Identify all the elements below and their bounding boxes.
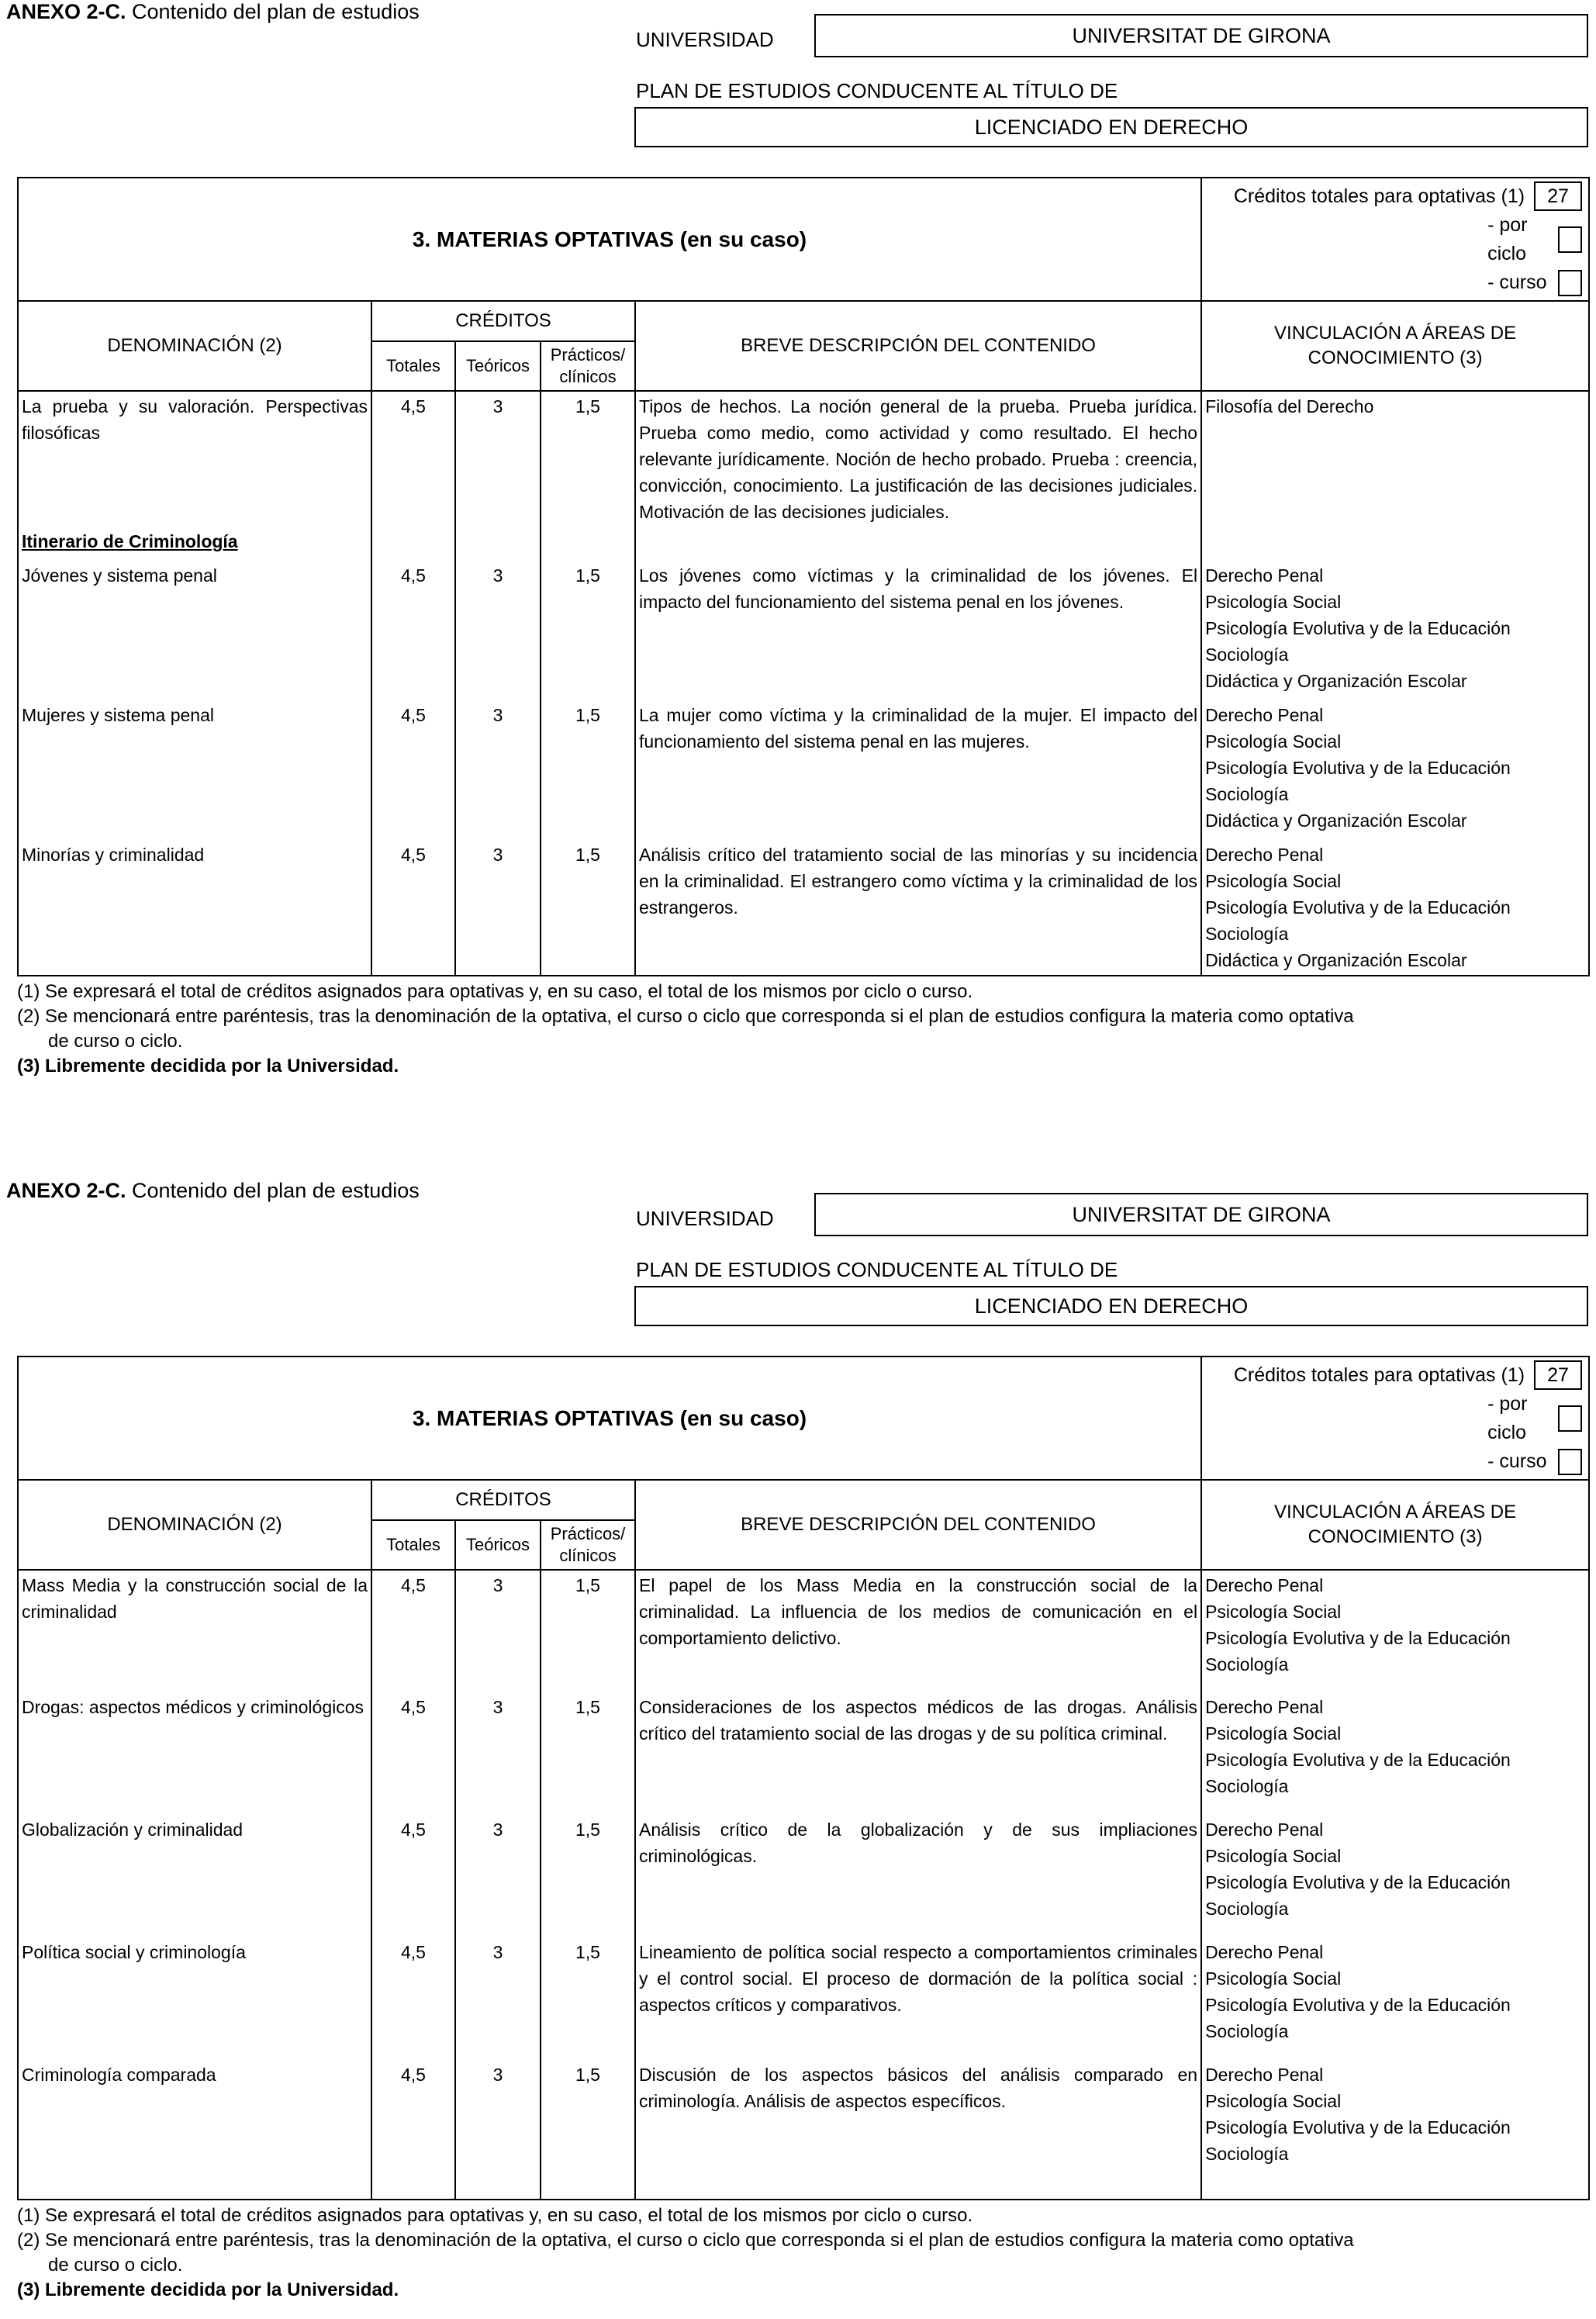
knowledge-area: Sociología (1205, 1776, 1289, 1796)
table-row-3 (18, 1815, 1589, 1937)
knowledge-area: Didáctica y Organización Escolar (1205, 671, 1467, 691)
knowledge-area: Psicología Social (1205, 1602, 1342, 1622)
table-row-2 (18, 527, 1589, 561)
knowledge-area: Psicología Evolutiva y de la Educación (1205, 618, 1511, 638)
header-teoricos: Teóricos (455, 1520, 541, 1570)
knowledge-area: Psicología Evolutiva y de la Educación (1205, 1628, 1511, 1648)
knowledge-areas (1201, 700, 1589, 840)
knowledge-area: Sociología (1205, 2144, 1289, 2164)
header-descripcion: BREVE DESCRIPCIÓN DEL CONTENIDO (635, 301, 1201, 391)
knowledge-area: Sociología (1205, 2021, 1289, 2041)
credits-totales: 4,5 (371, 1570, 455, 1692)
table-row-1 (18, 391, 1589, 527)
knowledge-area: Psicología Social (1205, 871, 1342, 891)
subject-description: Análisis crítico de la globalización y de sus impliaciones criminológicas. (635, 1815, 1201, 1937)
footnote-2: (2) Se mencionará entre paréntesis, tras la denominación de la optativa, el curso o ciclo que corresponda si el plan de estudios configura la materia como optativa (17, 1006, 1354, 1027)
itinerary-heading: Itinerario de Criminología (22, 531, 238, 551)
credits-totales: 4,5 (371, 561, 455, 700)
header-denominacion: DENOMINACIÓN (2) (18, 301, 371, 391)
knowledge-areas (1201, 527, 1589, 561)
subject-name: Drogas: aspectos médicos y criminológicos (22, 1697, 364, 1717)
footnotes (17, 980, 1568, 1079)
footnote-3: (3) Libremente decidida por la Universidad. (17, 2279, 399, 2300)
subject-name: La prueba y su valoración. Perspectivas filosóficas (22, 396, 368, 443)
knowledge-area: Didáctica y Organización Escolar (1205, 950, 1467, 970)
annex-subtitle: Contenido del plan de estudios (126, 1179, 420, 1202)
university-label: UNIVERSIDAD (636, 28, 774, 51)
footnote-3: (3) Libremente decidida por la Universidad. (17, 1056, 399, 1077)
footnote-2-continued: de curso o ciclo. (48, 1031, 183, 1052)
credits-teoricos: 3 (455, 1937, 541, 2060)
knowledge-area: Sociología (1205, 1654, 1289, 1674)
footnote-1: (1) Se expresará el total de créditos asignados para optativas y, en su caso, el total de los mismos por ciclo o curso. (17, 981, 973, 1002)
section-title: 3. MATERIAS OPTATIVAS (en su caso) (18, 178, 1201, 301)
knowledge-area: Psicología Social (1205, 592, 1342, 612)
header-practicos: Prácticos/ clínicos (541, 341, 635, 391)
footnote-2-continued: de curso o ciclo. (48, 2255, 183, 2276)
per-course-box (1558, 270, 1582, 296)
subject-name: Criminología comparada (22, 2065, 216, 2085)
credits-totales: 4,5 (371, 1937, 455, 2060)
knowledge-area: Psicología Evolutiva y de la Educación (1205, 1872, 1511, 1892)
subject-description: Discusión de los aspectos básicos del análisis comparado en criminología. Análisis de aspectos específicos. (635, 2060, 1201, 2200)
knowledge-area: Sociología (1205, 1899, 1289, 1919)
credits-total-value: 27 (1534, 1360, 1582, 1390)
credits-practicos: 1,5 (541, 1570, 635, 1692)
university-name-box: UNIVERSITAT DE GIRONA (814, 14, 1588, 57)
optional-subjects-table (17, 177, 1590, 976)
credits-practicos: 1,5 (541, 1937, 635, 2060)
credits-teoricos: 3 (455, 840, 541, 976)
header-totales: Totales (371, 1520, 455, 1570)
table-row-5 (18, 2060, 1589, 2200)
credits-practicos: 1,5 (541, 1815, 635, 1937)
credits-total-label: Créditos totales para optativas (1) (1233, 1363, 1525, 1386)
credits-practicos: 1,5 (541, 1692, 635, 1815)
annex-label: ANEXO 2-C. (6, 0, 126, 23)
subject-name: Minorías y criminalidad (22, 845, 205, 865)
annex-title (6, 0, 420, 24)
table-body (18, 391, 1589, 976)
subject-name: Mass Media y la construcción social de la criminalidad (22, 1575, 368, 1622)
table-row-4 (18, 1937, 1589, 2060)
knowledge-areas (1201, 1692, 1589, 1815)
knowledge-area: Psicología Social (1205, 731, 1342, 752)
knowledge-areas (1201, 1815, 1589, 1937)
subject-description: Análisis crítico del tratamiento social de las minorías y su incidencia en la criminalidad. El estrangero como víctima y la criminalidad de los estrangeros. (635, 840, 1201, 976)
subject-name-cell (18, 1937, 371, 2060)
plan-label: PLAN DE ESTUDIOS CONDUCENTE AL TÍTULO DE (636, 1258, 1118, 1281)
table-row-2 (18, 1692, 1589, 1815)
knowledge-area: Psicología Evolutiva y de la Educación (1205, 1995, 1511, 2015)
subject-name-cell (18, 527, 371, 561)
header-vinculacion: VINCULACIÓN A ÁREAS DE CONOCIMIENTO (3) (1201, 1480, 1589, 1570)
credits-totales: 4,5 (371, 2060, 455, 2200)
knowledge-area: Didáctica y Organización Escolar (1205, 810, 1467, 831)
knowledge-areas (1201, 2060, 1589, 2200)
credits-practicos: 1,5 (541, 391, 635, 527)
table-row-5 (18, 840, 1589, 976)
subject-description: Tipos de hechos. La noción general de la prueba. Prueba jurídica. Prueba como medio, como actividad y como resultado. El hecho relevante jurídicamente. Noción de hecho probado. Prueba : creencia, convicción, conocimiento. La justificación de las decisiones judiciales. Motivación de las decisiones judiciales. (635, 391, 1201, 527)
knowledge-area: Psicología Social (1205, 2091, 1342, 2111)
credits-practicos: 1,5 (541, 2060, 635, 2200)
credits-totales: 4,5 (371, 1815, 455, 1937)
credits-total-value: 27 (1534, 181, 1582, 211)
subject-name-cell (18, 2060, 371, 2200)
header-denominacion: DENOMINACIÓN (2) (18, 1480, 371, 1570)
credits-total-label: Créditos totales para optativas (1) (1233, 185, 1525, 207)
knowledge-areas (1201, 840, 1589, 976)
knowledge-area: Derecho Penal (1205, 1575, 1324, 1595)
subject-description: La mujer como víctima y la criminalidad de la mujer. El impacto del funcionamiento del sistema penal en las mujeres. (635, 700, 1201, 840)
per-cycle-box (1558, 1405, 1582, 1432)
knowledge-area: Sociología (1205, 784, 1289, 804)
subject-description: Lineamiento de política social respecto a comportamientos criminales y el control social. El proceso de dormación de la política social : aspectos críticos y comparativos. (635, 1937, 1201, 2060)
knowledge-area: Derecho Penal (1205, 1820, 1324, 1840)
knowledge-area: Psicología Evolutiva y de la Educación (1205, 758, 1511, 778)
credits-totales: 4,5 (371, 840, 455, 976)
credits-teoricos: 3 (455, 700, 541, 840)
credits-teoricos: 3 (455, 2060, 541, 2200)
credits-teoricos: 3 (455, 561, 541, 700)
knowledge-area: Psicología Social (1205, 1968, 1342, 1989)
per-cycle-label: - por ciclo (1487, 214, 1528, 264)
per-cycle-label: - por ciclo (1487, 1393, 1528, 1443)
footnote-1: (1) Se expresará el total de créditos asignados para optativas y, en su caso, el total de los mismos por ciclo o curso. (17, 2205, 973, 2226)
optional-subjects-table (17, 1356, 1590, 2200)
table-row-1 (18, 1570, 1589, 1692)
knowledge-area: Sociología (1205, 924, 1289, 944)
section-title: 3. MATERIAS OPTATIVAS (en su caso) (18, 1356, 1201, 1480)
knowledge-area: Derecho Penal (1205, 565, 1324, 586)
knowledge-area: Derecho Penal (1205, 1942, 1324, 1962)
university-label: UNIVERSIDAD (636, 1207, 774, 1230)
footnote-2: (2) Se mencionará entre paréntesis, tras la denominación de la optativa, el curso o ciclo que corresponda si el plan de estudios configura la materia como optativa (17, 2230, 1354, 2251)
subject-description: El papel de los Mass Media en la construcción social de la criminalidad. La influencia de los medios de comunicación en el comportamiento delictivo. (635, 1570, 1201, 1692)
knowledge-area: Derecho Penal (1205, 845, 1324, 865)
credits-summary (1201, 178, 1589, 301)
knowledge-area: Derecho Penal (1205, 705, 1324, 725)
credits-totales: 4,5 (371, 1692, 455, 1815)
table-row-3 (18, 561, 1589, 700)
header-practicos: Prácticos/ clínicos (541, 1520, 635, 1570)
knowledge-areas (1201, 561, 1589, 700)
subject-name-cell (18, 840, 371, 976)
knowledge-area: Psicología Evolutiva y de la Educación (1205, 2117, 1511, 2138)
subject-name-cell (18, 1692, 371, 1815)
table-body (18, 1570, 1589, 2200)
knowledge-areas (1201, 391, 1589, 527)
subject-name-cell (18, 700, 371, 840)
subject-name: Globalización y criminalidad (22, 1820, 244, 1840)
header-creditos: CRÉDITOS (371, 301, 635, 341)
knowledge-area: Sociología (1205, 645, 1289, 665)
credits-practicos: 1,5 (541, 700, 635, 840)
document-page-2 (0, 1179, 1596, 2319)
degree-title-box: LICENCIADO EN DERECHO (634, 1286, 1588, 1326)
subject-name-cell (18, 1815, 371, 1937)
credits-totales: 4,5 (371, 391, 455, 527)
per-cycle-box (1558, 226, 1582, 253)
per-course-box (1558, 1449, 1582, 1475)
knowledge-areas (1201, 1570, 1589, 1692)
per-course-label: - curso (1487, 1450, 1547, 1472)
subject-name-cell (18, 561, 371, 700)
header-totales: Totales (371, 341, 455, 391)
credits-totales: 4,5 (371, 700, 455, 840)
subject-name: Mujeres y sistema penal (22, 705, 214, 725)
credits-totales (371, 527, 455, 561)
credits-practicos: 1,5 (541, 840, 635, 976)
knowledge-areas (1201, 1937, 1589, 2060)
knowledge-area: Derecho Penal (1205, 1697, 1324, 1717)
annex-subtitle: Contenido del plan de estudios (126, 0, 420, 23)
subject-description: Consideraciones de los aspectos médicos de las drogas. Análisis crítico del tratamiento social de las drogas y de su política criminal. (635, 1692, 1201, 1815)
subject-name-cell (18, 391, 371, 527)
knowledge-area: Derecho Penal (1205, 2065, 1324, 2085)
credits-summary (1201, 1356, 1589, 1480)
subject-name: Jóvenes y sistema penal (22, 565, 217, 586)
credits-teoricos: 3 (455, 1570, 541, 1692)
annex-title (6, 1179, 420, 1203)
university-name-box: UNIVERSITAT DE GIRONA (814, 1193, 1588, 1236)
degree-title-box: LICENCIADO EN DERECHO (634, 107, 1588, 147)
subject-name: Política social y criminología (22, 1942, 246, 1962)
subject-description: Los jóvenes como víctimas y la criminalidad de los jóvenes. El impacto del funcionamiento del sistema penal en los jóvenes. (635, 561, 1201, 700)
knowledge-area: Psicología Evolutiva y de la Educación (1205, 1750, 1511, 1770)
subject-name-cell (18, 1570, 371, 1692)
table-row-4 (18, 700, 1589, 840)
credits-teoricos (455, 527, 541, 561)
plan-label: PLAN DE ESTUDIOS CONDUCENTE AL TÍTULO DE (636, 79, 1118, 102)
credits-teoricos: 3 (455, 1692, 541, 1815)
footnotes (17, 2203, 1568, 2303)
knowledge-area: Psicología Social (1205, 1846, 1342, 1866)
document-page-1 (0, 0, 1596, 1140)
knowledge-area: Psicología Social (1205, 1723, 1342, 1744)
header-creditos: CRÉDITOS (371, 1480, 635, 1520)
knowledge-area: Filosofía del Derecho (1205, 396, 1374, 416)
header-descripcion: BREVE DESCRIPCIÓN DEL CONTENIDO (635, 1480, 1201, 1570)
credits-practicos: 1,5 (541, 561, 635, 700)
per-course-label: - curso (1487, 271, 1547, 293)
credits-teoricos: 3 (455, 1815, 541, 1937)
subject-description (635, 527, 1201, 561)
knowledge-area: Psicología Evolutiva y de la Educación (1205, 897, 1511, 918)
credits-practicos (541, 527, 635, 561)
header-vinculacion: VINCULACIÓN A ÁREAS DE CONOCIMIENTO (3) (1201, 301, 1589, 391)
credits-teoricos: 3 (455, 391, 541, 527)
header-teoricos: Teóricos (455, 341, 541, 391)
annex-label: ANEXO 2-C. (6, 1179, 126, 1202)
